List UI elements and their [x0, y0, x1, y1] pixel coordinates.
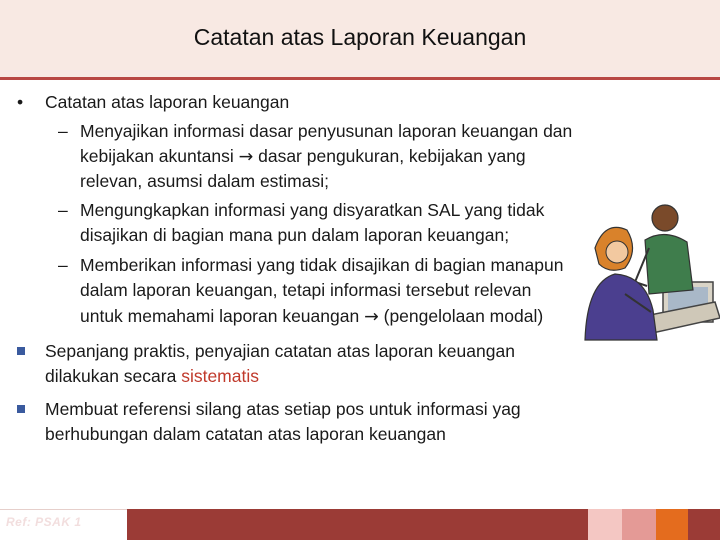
- woman-sweater: [585, 274, 657, 340]
- sub3-line3: [80, 306, 543, 328]
- man-head: [652, 205, 678, 231]
- dash-bullet: –: [58, 200, 68, 220]
- sub3-line3-pre: untuk memahami laporan keuangan: [80, 306, 365, 326]
- main-bullet-text: Catatan atas laporan keuangan: [45, 92, 290, 112]
- sub3-line2: dalam laporan keuangan, tetapi informasi tersebut relevan: [80, 280, 532, 300]
- sub1-line2: [80, 146, 526, 168]
- footer-block-mid: [622, 509, 656, 540]
- arrow-right-icon: →: [238, 147, 254, 167]
- bullet2-line1: Sepanjang praktis, penyajian catatan atas laporan keuangan: [45, 341, 515, 361]
- bullet3-line2: berhubungan dalam catatan atas laporan keuangan: [45, 424, 446, 444]
- woman-face: [606, 241, 628, 263]
- sub1-line2-post: dasar pengukuran, kebijakan yang: [253, 146, 526, 166]
- footer-reference: Ref: PSAK 1: [6, 515, 82, 529]
- footer-block-end: [688, 509, 720, 540]
- sub1-line3: relevan, asumsi dalam estimasi;: [80, 171, 329, 191]
- bullet-dot: •: [17, 92, 24, 112]
- footer-block-light: [588, 509, 622, 540]
- highlight-sistematis: sistematis: [181, 366, 259, 386]
- footer-bar-dark: [127, 509, 588, 540]
- sub3-line3-post: (pengelolaan modal): [378, 306, 544, 326]
- sub2-line1: Mengungkapkan informasi yang disyaratkan SAL yang tidak: [80, 200, 545, 220]
- footer-block-orange: [656, 509, 688, 540]
- bullet2-line2-pre: dilakukan secara: [45, 366, 182, 386]
- bullet3-line1: Membuat referensi silang atas setiap pos untuk informasi yag: [45, 399, 521, 419]
- arrow-right-icon: →: [364, 307, 379, 327]
- sub2-line2: disajikan di bagian mana pun dalam laporan keuangan;: [80, 225, 510, 245]
- square-bullet: [17, 347, 25, 355]
- square-bullet: [17, 405, 25, 413]
- sub1-line2-pre: kebijakan akuntansi: [80, 146, 239, 166]
- dash-bullet: –: [58, 255, 68, 275]
- bullet2-line2: [45, 366, 259, 387]
- sub1-line1: Menyajikan informasi dasar penyusunan laporan keuangan dan: [80, 121, 573, 141]
- sub3-line1: Memberikan informasi yang tidak disajikan di bagian manapun: [80, 255, 564, 275]
- dash-bullet: –: [58, 121, 68, 141]
- office-workers-illustration: [565, 190, 720, 350]
- man-shirt: [645, 234, 693, 294]
- page-title: Catatan atas Laporan Keuangan: [193, 24, 527, 50]
